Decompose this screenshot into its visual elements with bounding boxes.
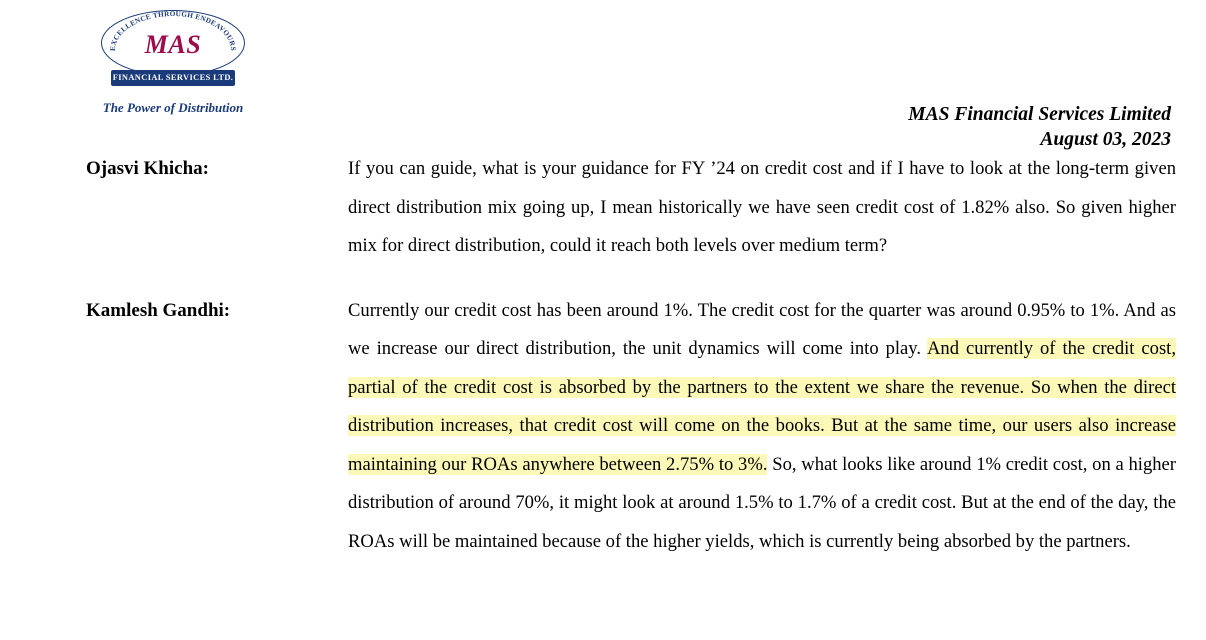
speech-segment-plain-2: So, what looks like around 1% credit cost, on a higher distribution of around 70%, it might look at around 1.5% to 1.7% of a credit cost. But at the end of the day, the ROAs will be maintained because of the higher yields, which is currently being absorbed by the partners.	[348, 453, 1177, 552]
speech-segment-highlighted: And currently of the credit cost, partial of the credit cost is absorbed by the partners to the extent we share the revenue. So when the direct distribution increases, that credit cost will come on the books. But at the same time, our users also increase maintaining our ROAs anywhere between 2.75% to 3%.	[348, 338, 1176, 475]
document-header	[908, 102, 1171, 152]
transcript-entry	[86, 150, 1176, 266]
logo-mark	[93, 8, 253, 96]
logo-band-label: FINANCIAL SERVICES LTD.	[111, 70, 235, 86]
logo-wordmark: MAS	[144, 30, 202, 59]
speech-text	[348, 292, 1176, 562]
speech-text: If you can guide, what is your guidance for FY ’24 on credit cost and if I have to look at the long-term given direct distribution mix going up, I mean historically we have seen credit cost of 1.82% also. So given higher mix for direct distribution, could it reach both levels over medium term?	[348, 158, 1176, 256]
transcript-entry	[86, 292, 1176, 562]
speaker-name: Kamlesh Gandhi:	[86, 299, 231, 321]
header-company-name: MAS Financial Services Limited	[908, 104, 1171, 125]
transcript-body	[86, 150, 1176, 587]
company-logo	[88, 8, 258, 116]
header-date: August 03, 2023	[1040, 129, 1171, 150]
speech-segment-plain: Currently our credit cost has been around 1%. The credit cost for the quarter was around 0.95% to 1%. And as we increase our direct distribution, the unit dynamics will come into play.	[348, 299, 1176, 359]
speaker-name: Ojasvi Khicha:	[86, 158, 209, 179]
logo-tagline: The Power of Distribution	[102, 100, 244, 115]
logo-arc-label: EXCELLENCE THROUGH ENDEAVOURS	[108, 9, 238, 52]
